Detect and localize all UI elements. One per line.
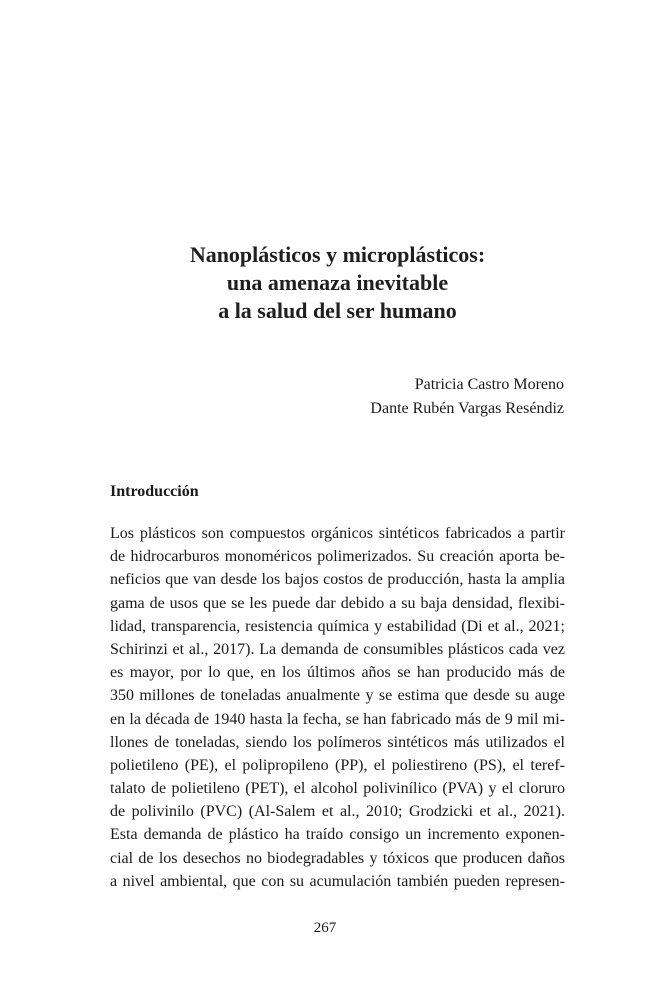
- chapter-title: [110, 241, 565, 325]
- page-number: 267: [313, 920, 337, 936]
- author-list: [370, 373, 564, 421]
- body-line: llones de toneladas, siendo los polímeros sintéticos más utilizados el: [110, 733, 565, 751]
- body-line: polietileno (PE), el polipropileno (PP), el poliestireno (PS), el teref-: [110, 756, 565, 774]
- body-line: Los plásticos son compuestos orgánicos sintéticos fabricados a partir: [110, 525, 565, 542]
- body-line: cial de los desechos no biodegradables y tóxicos que producen daños: [110, 849, 565, 867]
- body-line: de hidrocarburos monoméricos polimerizados. Su creación aporta be-: [110, 548, 565, 566]
- body-line: 350 millones de toneladas anualmente y se estima que desde su auge: [110, 687, 565, 705]
- body-line: a nivel ambiental, que con su acumulación también pueden represen-: [110, 872, 565, 890]
- body-line: Esta demanda de plástico ha traído consigo un incremento exponen-: [110, 826, 565, 844]
- body-line: en la década de 1940 hasta la fecha, se han fabricado más de 9 mil mi-: [110, 710, 565, 728]
- author-name: Dante Rubén Vargas Reséndiz: [370, 400, 564, 417]
- chapter-title-line-3: a la salud del ser humano: [218, 298, 457, 323]
- section-heading: Introducción: [110, 483, 199, 500]
- body-line: neficios que van desde los bajos costos de producción, hasta la amplia: [110, 571, 565, 589]
- body-line: gama de usos que se les puede dar debido a su baja densidad, flexibi-: [110, 594, 565, 612]
- body-line: talato de polietileno (PET), el alcohol polivinílico (PVA) y el cloruro: [110, 780, 565, 798]
- author-name: Patricia Castro Moreno: [414, 376, 564, 393]
- body-paragraph: [110, 522, 565, 893]
- chapter-title-line-2: una amenaza inevitable: [226, 270, 449, 295]
- body-line: de polivinilo (PVC) (Al-Salem et al., 2010; Grodzicki et al., 2021).: [110, 803, 565, 821]
- body-line: lidad, transparencia, resistencia química y estabilidad (Di et al., 2021;: [110, 617, 565, 635]
- body-line: Schirinzi et al., 2017). La demanda de consumibles plásticos cada vez: [110, 640, 565, 658]
- body-line: es mayor, por lo que, en los últimos años se han producido más de: [110, 664, 565, 682]
- chapter-title-line-1: Nanoplásticos y microplásticos:: [189, 242, 486, 267]
